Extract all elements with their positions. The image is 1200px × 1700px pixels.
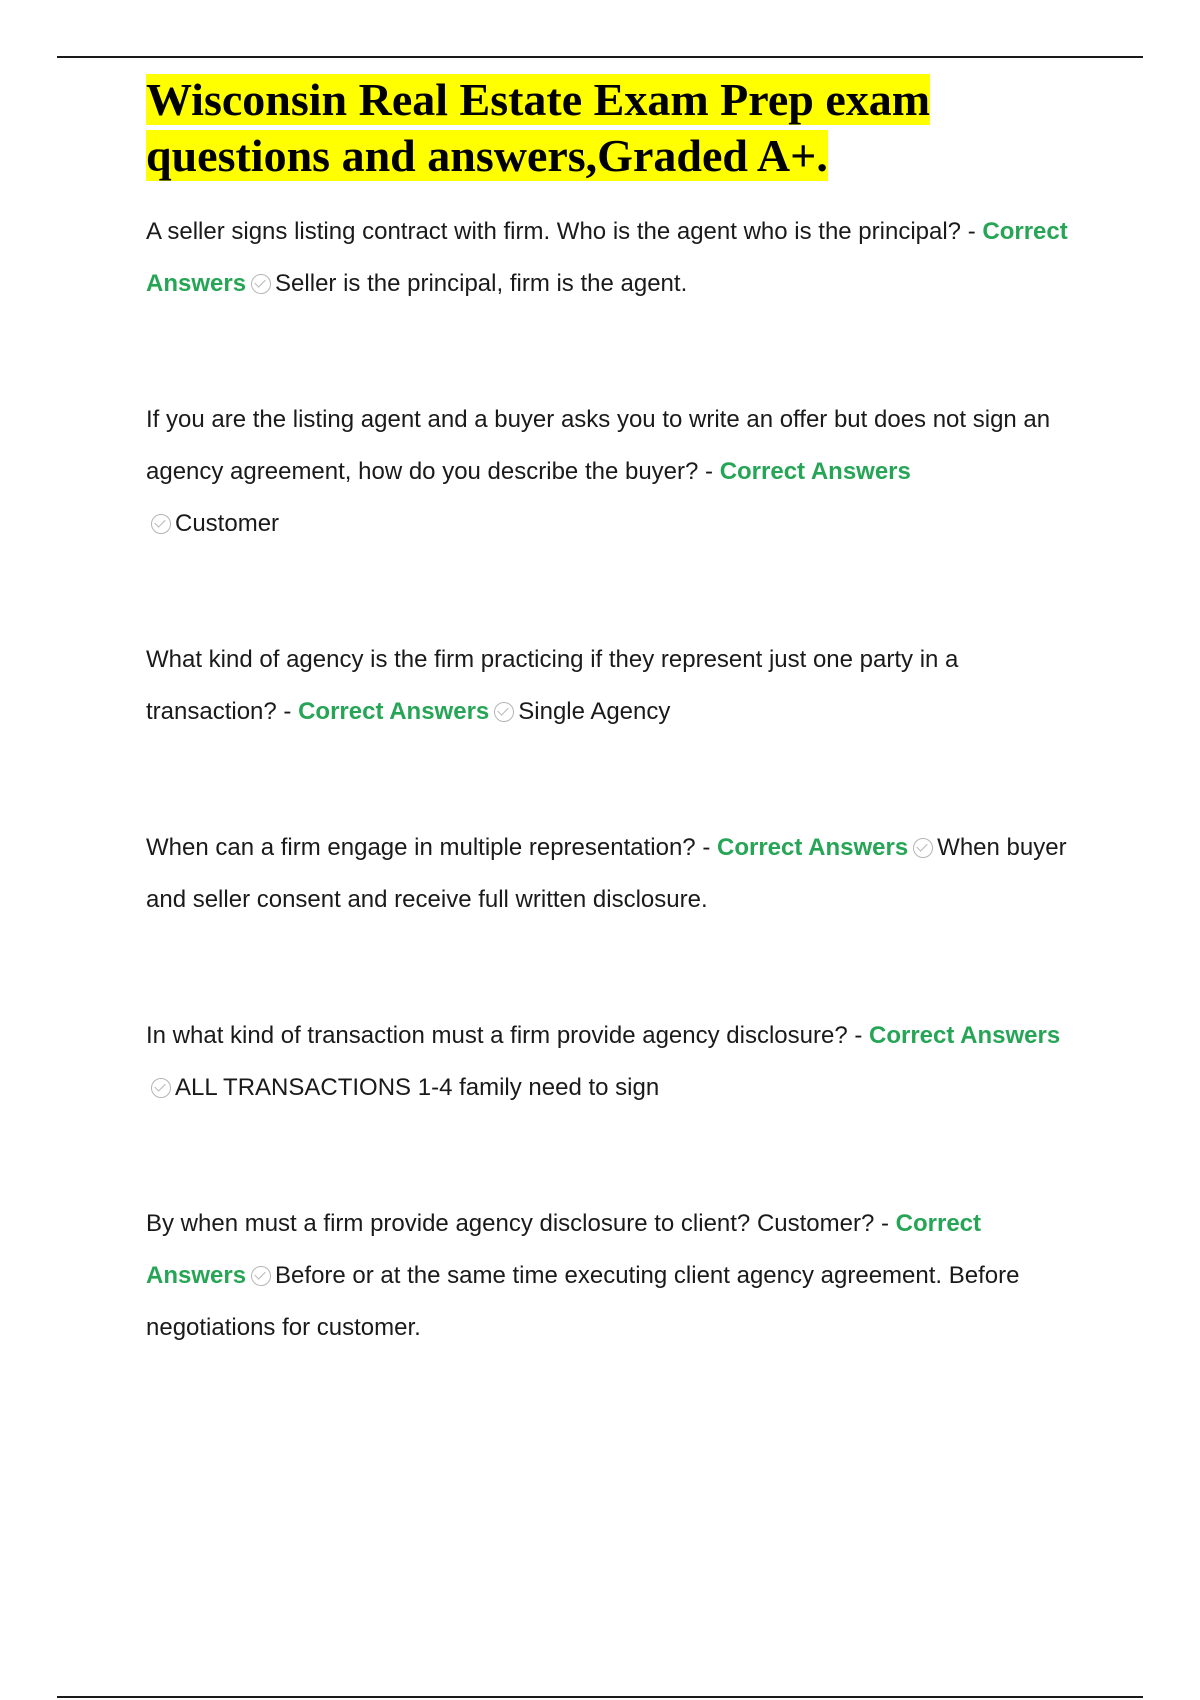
separator: - bbox=[698, 458, 720, 485]
qa-item bbox=[146, 206, 1086, 310]
document-page bbox=[146, 72, 1086, 1438]
qa-item bbox=[146, 394, 1086, 550]
separator: - bbox=[874, 1210, 896, 1237]
question-text: In what kind of transaction must a firm provide agency disclosure? bbox=[146, 1022, 848, 1049]
qa-list bbox=[146, 206, 1086, 1354]
qa-item bbox=[146, 822, 1086, 926]
separator: - bbox=[695, 834, 717, 861]
check-circle-icon bbox=[913, 838, 933, 858]
answer-text: Single Agency bbox=[518, 698, 671, 725]
document-title bbox=[146, 72, 1086, 184]
qa-item bbox=[146, 1010, 1086, 1114]
question-text: When can a firm engage in multiple representation? bbox=[146, 834, 696, 861]
bottom-rule bbox=[57, 1696, 1143, 1698]
answer-text: Seller is the principal, firm is the agent. bbox=[275, 270, 688, 297]
answer-text: When buyer and seller consent and receive full written disclosure. bbox=[146, 834, 1067, 913]
correct-answers-label: Correct Answers bbox=[719, 458, 911, 485]
separator: - bbox=[276, 698, 299, 725]
correct-answers-label: Correct Answers bbox=[716, 834, 909, 861]
correct-answers-label: Correct Answers bbox=[298, 698, 490, 725]
check-circle-icon bbox=[151, 1078, 171, 1098]
top-rule bbox=[57, 56, 1143, 58]
answer-text: ALL TRANSACTIONS 1-4 family need to sign bbox=[175, 1074, 660, 1101]
question-text: By when must a firm provide agency disclosure to client? Customer? bbox=[146, 1210, 875, 1237]
question-text: If you are the listing agent and a buyer asks you to write an offer but does not sign an agency agreement, how do you describe the buyer? bbox=[146, 406, 1051, 485]
question-text: What kind of agency is the firm practicing if they represent just one party in a transaction? bbox=[146, 646, 959, 725]
question-text: A seller signs listing contract with firm. Who is the agent who is the principal? bbox=[146, 218, 962, 245]
qa-item bbox=[146, 634, 1086, 738]
check-circle-icon bbox=[151, 514, 171, 534]
answer-text: Before or at the same time executing client agency agreement. Before negotiations for customer. bbox=[146, 1262, 1020, 1341]
correct-answers-label: Correct Answers bbox=[146, 1210, 982, 1289]
title-highlight: Wisconsin Real Estate Exam Prep exam questions and answers,Graded A+. bbox=[146, 74, 931, 181]
qa-item bbox=[146, 1198, 1086, 1354]
check-circle-icon bbox=[251, 274, 271, 294]
correct-answers-label: Correct Answers bbox=[146, 218, 1068, 297]
correct-answers-label: Correct Answers bbox=[869, 1022, 1061, 1049]
check-circle-icon bbox=[251, 1266, 271, 1286]
check-circle-icon bbox=[494, 702, 514, 722]
answer-text: Customer bbox=[175, 510, 280, 537]
separator: - bbox=[961, 218, 983, 245]
separator: - bbox=[847, 1022, 869, 1049]
